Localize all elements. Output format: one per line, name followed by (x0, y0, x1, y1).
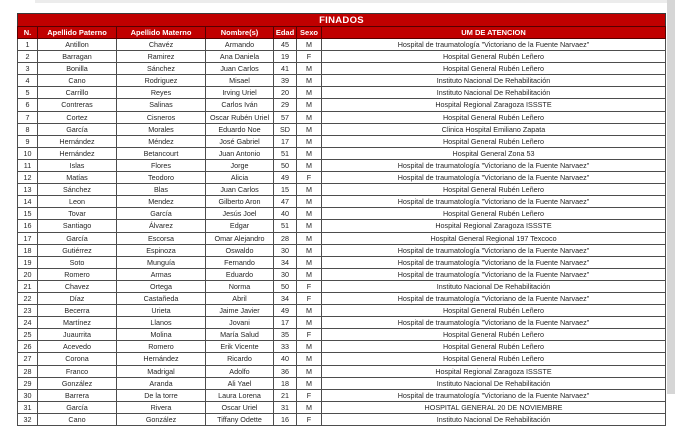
table-cell: Hospital de traumatología "Victoriano de la Fuente Narvaez" (322, 389, 666, 401)
table-cell: Espinoza (117, 244, 206, 256)
table-cell: Cisneros (117, 111, 206, 123)
table-cell: Sánchez (117, 63, 206, 75)
table-cell: Reyes (117, 87, 206, 99)
table-cell: Hospital de traumatología "Victoriano de la Fuente Narvaez" (322, 39, 666, 51)
table-cell: 41 (274, 63, 297, 75)
table-cell: González (117, 413, 206, 425)
table-cell: 23 (18, 305, 38, 317)
table-cell: Juan Carlos (206, 184, 274, 196)
table-cell: 5 (18, 87, 38, 99)
table-cell: Santiago (38, 220, 117, 232)
table-cell: M (297, 111, 322, 123)
table-cell: Clinica Hospital Emiliano Zapata (322, 123, 666, 135)
table-cell: 19 (274, 51, 297, 63)
table-cell: M (297, 208, 322, 220)
table-cell: 20 (274, 87, 297, 99)
table-cell: M (297, 341, 322, 353)
table-cell: M (297, 99, 322, 111)
table-cell: Armas (117, 268, 206, 280)
table-cell: Hospital de traumatología "Victoriano de la Fuente Narvaez" (322, 317, 666, 329)
table-cell: Hospital de traumatología "Victoriano de la Fuente Narvaez" (322, 172, 666, 184)
table-row (18, 51, 666, 63)
table-cell: F (297, 172, 322, 184)
table-cell: M (297, 39, 322, 51)
table-cell: M (297, 317, 322, 329)
table-cell: 51 (274, 147, 297, 159)
table-cell: Juan Antonio (206, 147, 274, 159)
table-cell: González (38, 377, 117, 389)
table-cell: Hernández (117, 353, 206, 365)
table-cell: 51 (274, 220, 297, 232)
table-cell: Madrigal (117, 365, 206, 377)
table-cell: Misael (206, 75, 274, 87)
table-row (18, 329, 666, 341)
table-cell: M (297, 135, 322, 147)
table-cell: 12 (18, 172, 38, 184)
column-header: Edad (274, 27, 297, 39)
table-row (18, 75, 666, 87)
table-row (18, 413, 666, 425)
table-cell: Eduardo (206, 268, 274, 280)
table-cell: 50 (274, 159, 297, 171)
table-cell: 57 (274, 111, 297, 123)
table-cell: Hospital General Rubén Leñero (322, 63, 666, 75)
table-cell: 14 (18, 196, 38, 208)
table-row (18, 232, 666, 244)
table-cell: M (297, 87, 322, 99)
table-cell: 49 (274, 305, 297, 317)
table-row (18, 111, 666, 123)
table-cell: Laura Lorena (206, 389, 274, 401)
table-cell: Llanos (117, 317, 206, 329)
table-cell: Erik Vicente (206, 341, 274, 353)
table-cell: Antillon (38, 39, 117, 51)
table-cell: Flores (117, 159, 206, 171)
table-cell: Islas (38, 159, 117, 171)
table-cell: Norma (206, 280, 274, 292)
table-row (18, 244, 666, 256)
table-cell: Díaz (38, 292, 117, 304)
table-cell: Aranda (117, 377, 206, 389)
table-cell: 29 (274, 99, 297, 111)
table-row (18, 305, 666, 317)
table-cell: Hospital Regional Zaragoza ISSSTE (322, 220, 666, 232)
table-cell: 30 (18, 389, 38, 401)
table-cell: M (297, 256, 322, 268)
table-cell: 16 (18, 220, 38, 232)
table-cell: Gutiérrez (38, 244, 117, 256)
table-cell: 8 (18, 123, 38, 135)
table-cell: 16 (274, 413, 297, 425)
table-cell: Instituto Nacional De Rehabilitación (322, 280, 666, 292)
finados-table (17, 13, 666, 426)
table-cell: García (38, 232, 117, 244)
table-cell: Sánchez (38, 184, 117, 196)
table-cell: 17 (18, 232, 38, 244)
table-row (18, 220, 666, 232)
table-row (18, 268, 666, 280)
table-cell: Blas (117, 184, 206, 196)
table-cell: 4 (18, 75, 38, 87)
table-row (18, 87, 666, 99)
table-cell: M (297, 401, 322, 413)
table-cell: Morales (117, 123, 206, 135)
table-cell: Omar Alejandro (206, 232, 274, 244)
table-row (18, 39, 666, 51)
table-cell: M (297, 75, 322, 87)
table-cell: Chavéz (117, 39, 206, 51)
table-cell: 10 (18, 147, 38, 159)
table-cell: Juan Carlos (206, 63, 274, 75)
table-cell: Hospital de traumatología "Victoriano de la Fuente Narvaez" (322, 292, 666, 304)
table-cell: Gilberto Aron (206, 196, 274, 208)
right-edge-strip (667, 0, 675, 394)
table-cell: Romero (117, 341, 206, 353)
table-cell: M (297, 244, 322, 256)
table-cell: Juaurrita (38, 329, 117, 341)
table-cell: M (297, 232, 322, 244)
table-cell: Hospital General Rubén Leñero (322, 305, 666, 317)
table-cell: Instituto Nacional De Rehabilitación (322, 377, 666, 389)
table-cell: 31 (274, 401, 297, 413)
table-cell: Corona (38, 353, 117, 365)
table-cell: García (38, 401, 117, 413)
table-row (18, 196, 666, 208)
table-cell: Hospital de traumatología "Victoriano de la Fuente Narvaez" (322, 196, 666, 208)
table-cell: 15 (274, 184, 297, 196)
table-cell: 28 (18, 365, 38, 377)
table-cell: 32 (18, 413, 38, 425)
table-cell: Ana Daniela (206, 51, 274, 63)
table-cell: Tovar (38, 208, 117, 220)
table-cell: Ramirez (117, 51, 206, 63)
table-cell: Martínez (38, 317, 117, 329)
table-cell: 2 (18, 51, 38, 63)
table-cell: Cortez (38, 111, 117, 123)
table-cell: 30 (274, 268, 297, 280)
table-cell: M (297, 196, 322, 208)
table-cell: Hospital General Rubén Leñero (322, 353, 666, 365)
table-cell: F (297, 413, 322, 425)
top-edge-strip (35, 0, 675, 3)
table-cell: 7 (18, 111, 38, 123)
table-cell: 45 (274, 39, 297, 51)
table-cell: M (297, 123, 322, 135)
table-cell: M (297, 147, 322, 159)
table-cell: 17 (274, 135, 297, 147)
table-cell: Hospital General Rubén Leñero (322, 329, 666, 341)
table-row (18, 401, 666, 413)
table-cell: Bonilla (38, 63, 117, 75)
table-cell: Ricardo (206, 353, 274, 365)
table-cell: 22 (18, 292, 38, 304)
table-cell: Hospital de traumatología "Victoriano de la Fuente Narvaez" (322, 244, 666, 256)
table-cell: Hospital de traumatología "Victoriano de la Fuente Narvaez" (322, 268, 666, 280)
table-cell: M (297, 184, 322, 196)
table-cell: Carlos Iván (206, 99, 274, 111)
table-cell: Chavez (38, 280, 117, 292)
table-cell: Hospital General Zona 53 (322, 147, 666, 159)
table-cell: De la torre (117, 389, 206, 401)
table-cell: Eduardo Noe (206, 123, 274, 135)
column-header: Apellido Paterno (38, 27, 117, 39)
table-cell: SD (274, 123, 297, 135)
table-row (18, 159, 666, 171)
table-cell: Urieta (117, 305, 206, 317)
table-cell: Salinas (117, 99, 206, 111)
table-cell: M (297, 305, 322, 317)
table-cell: Munguía (117, 256, 206, 268)
table-cell: 1 (18, 39, 38, 51)
table-cell: Escorsa (117, 232, 206, 244)
table-cell: Méndez (117, 135, 206, 147)
table-cell: María Salud (206, 329, 274, 341)
table-cell: F (297, 51, 322, 63)
table-cell: F (297, 329, 322, 341)
table-cell: Jorge (206, 159, 274, 171)
table-cell: M (297, 159, 322, 171)
table-cell: 31 (18, 401, 38, 413)
table-cell: Hernández (38, 135, 117, 147)
table-row (18, 63, 666, 75)
table-cell: Barrera (38, 389, 117, 401)
table-cell: Mendez (117, 196, 206, 208)
table-row (18, 208, 666, 220)
table-cell: M (297, 377, 322, 389)
table-cell: M (297, 63, 322, 75)
table-cell: Cano (38, 75, 117, 87)
table-row (18, 99, 666, 111)
table-cell: Leon (38, 196, 117, 208)
table-cell: Adolfo (206, 365, 274, 377)
table-cell: Oscar Rubén Uriel (206, 111, 274, 123)
table-cell: Barragan (38, 51, 117, 63)
table-cell: 39 (274, 75, 297, 87)
table-cell: 25 (18, 329, 38, 341)
column-header: UM DE ATENCION (322, 27, 666, 39)
table-cell: 24 (18, 317, 38, 329)
header-row (18, 27, 666, 39)
table-cell: Tiffany Odette (206, 413, 274, 425)
table-cell: Abril (206, 292, 274, 304)
table-cell: 15 (18, 208, 38, 220)
table-row (18, 353, 666, 365)
table-body (18, 39, 666, 426)
table-cell: 35 (274, 329, 297, 341)
table-cell: Carrillo (38, 87, 117, 99)
table-cell: 18 (18, 244, 38, 256)
table-cell: Jovani (206, 317, 274, 329)
table-cell: M (297, 353, 322, 365)
table-cell: Instituto Nacional De Rehabilitación (322, 413, 666, 425)
table-cell: José Gabriel (206, 135, 274, 147)
finados-sheet (17, 13, 666, 426)
table-cell: Instituto Nacional De Rehabilitación (322, 87, 666, 99)
table-row (18, 123, 666, 135)
table-title: FINADOS (18, 14, 666, 27)
table-cell: Hospital de traumatología "Victoriano de la Fuente Narvaez" (322, 256, 666, 268)
table-cell: F (297, 280, 322, 292)
table-cell: M (297, 365, 322, 377)
table-cell: 27 (18, 353, 38, 365)
table-cell: 30 (274, 244, 297, 256)
table-row (18, 147, 666, 159)
table-cell: Oscar Uriel (206, 401, 274, 413)
table-cell: 6 (18, 99, 38, 111)
table-row (18, 389, 666, 401)
table-cell: Rodriguez (117, 75, 206, 87)
table-row (18, 317, 666, 329)
table-cell: Alicia (206, 172, 274, 184)
table-cell: 9 (18, 135, 38, 147)
table-cell: 3 (18, 63, 38, 75)
table-row (18, 256, 666, 268)
table-cell: 18 (274, 377, 297, 389)
table-cell: 26 (18, 341, 38, 353)
table-cell: 36 (274, 365, 297, 377)
table-cell: Hospital Regional Zaragoza ISSSTE (322, 99, 666, 111)
table-cell: Álvarez (117, 220, 206, 232)
table-row (18, 292, 666, 304)
table-cell: Castañeda (117, 292, 206, 304)
table-cell: Jaime Javier (206, 305, 274, 317)
table-cell: Contreras (38, 99, 117, 111)
table-cell: Matías (38, 172, 117, 184)
table-cell: Betancourt (117, 147, 206, 159)
table-cell: Fernando (206, 256, 274, 268)
table-cell: Hospital General Rubén Leñero (322, 111, 666, 123)
table-cell: 21 (18, 280, 38, 292)
table-cell: Jesús Joel (206, 208, 274, 220)
column-header: Sexo (297, 27, 322, 39)
table-cell: 11 (18, 159, 38, 171)
table-row (18, 172, 666, 184)
table-cell: 50 (274, 280, 297, 292)
table-cell: 47 (274, 196, 297, 208)
table-cell: Hospital General Rubén Leñero (322, 135, 666, 147)
table-title-row (18, 14, 666, 27)
table-cell: García (38, 123, 117, 135)
table-cell: Oswaldo (206, 244, 274, 256)
column-header: Apellido Materno (117, 27, 206, 39)
table-cell: F (297, 389, 322, 401)
table-cell: Hospital Regional Zaragoza ISSSTE (322, 365, 666, 377)
table-row (18, 184, 666, 196)
table-row (18, 280, 666, 292)
table-cell: M (297, 220, 322, 232)
table-cell: Romero (38, 268, 117, 280)
table-row (18, 135, 666, 147)
table-cell: F (297, 292, 322, 304)
table-cell: Ortega (117, 280, 206, 292)
table-cell: Soto (38, 256, 117, 268)
table-cell: Hernández (38, 147, 117, 159)
table-cell: 49 (274, 172, 297, 184)
table-cell: 21 (274, 389, 297, 401)
table-cell: 20 (18, 268, 38, 280)
table-cell: Teodoro (117, 172, 206, 184)
table-row (18, 377, 666, 389)
table-row (18, 365, 666, 377)
table-cell: Hospital General Rubén Leñero (322, 51, 666, 63)
table-cell: Hospital General Rubén Leñero (322, 341, 666, 353)
column-header: N. (18, 27, 38, 39)
table-cell: 40 (274, 353, 297, 365)
table-cell: 34 (274, 292, 297, 304)
table-cell: 33 (274, 341, 297, 353)
table-row (18, 341, 666, 353)
table-cell: Hospital General Rubén Leñero (322, 208, 666, 220)
table-cell: 40 (274, 208, 297, 220)
table-cell: 19 (18, 256, 38, 268)
table-cell: 28 (274, 232, 297, 244)
table-cell: Hospital General Regional 197 Texcoco (322, 232, 666, 244)
column-header: Nombre(s) (206, 27, 274, 39)
table-cell: Molina (117, 329, 206, 341)
table-cell: Rivera (117, 401, 206, 413)
table-cell: Becerra (38, 305, 117, 317)
table-cell: HOSPITAL GENERAL 20 DE NOVIEMBRE (322, 401, 666, 413)
table-cell: Instituto Nacional De Rehabilitación (322, 75, 666, 87)
table-cell: Cano (38, 413, 117, 425)
table-cell: García (117, 208, 206, 220)
table-cell: Hospital de traumatología "Victoriano de la Fuente Narvaez" (322, 159, 666, 171)
table-cell: 17 (274, 317, 297, 329)
table-cell: Armando (206, 39, 274, 51)
table-cell: Franco (38, 365, 117, 377)
table-cell: 13 (18, 184, 38, 196)
table-cell: Edgar (206, 220, 274, 232)
table-cell: Acevedo (38, 341, 117, 353)
table-cell: 34 (274, 256, 297, 268)
table-cell: Hospital General Rubén Leñero (322, 184, 666, 196)
table-cell: Irving Uriel (206, 87, 274, 99)
table-cell: M (297, 268, 322, 280)
table-cell: 29 (18, 377, 38, 389)
table-cell: Ali Yael (206, 377, 274, 389)
